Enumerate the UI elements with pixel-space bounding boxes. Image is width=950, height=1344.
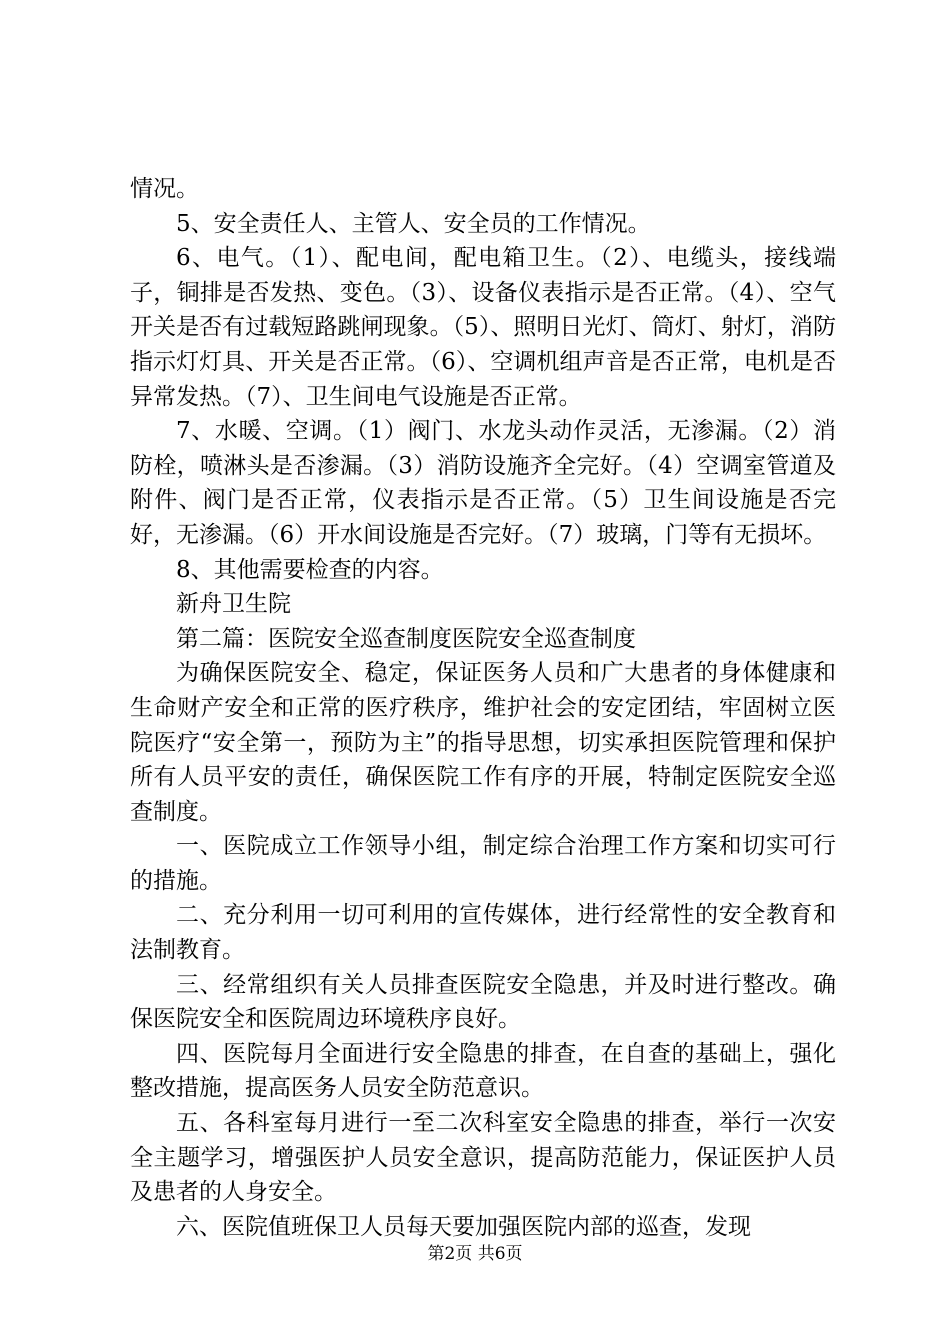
section-title-part-two: 第二篇：医院安全巡查制度医院安全巡查制度 bbox=[176, 625, 636, 652]
paragraph-item-7-hvac: 7、水暖、空调。（1）阀门、水龙头动作灵活，无渗漏。（2）消防栓，喷淋头是否渗漏。（3）消防设施齐全完好。（4）空调室管道及附件、阀门是否正常，仪表指示是否正常。（5）卫生间设施是否完好，无渗漏。（6）开水间设施是否完好。（7）玻璃，门等有无损坏。 bbox=[130, 418, 836, 548]
paragraph-rule-1: 一、医院成立工作领导小组，制定综合治理工作方案和切实可行的措施。 bbox=[130, 833, 836, 894]
paragraph-rule-6: 六、医院值班保卫人员每天要加强医院内部的巡查，发现 bbox=[176, 1213, 751, 1240]
paragraph-rule-5: 五、各科室每月进行一至二次科室安全隐患的排查，举行一次安全主题学习，增强医护人员安全意识，提高防范能力，保证医护人员及患者的人身安全。 bbox=[130, 1110, 836, 1206]
signature-hospital-name: 新舟卫生院 bbox=[176, 591, 291, 618]
paragraph-item-8: 8、其他需要检查的内容。 bbox=[176, 556, 444, 583]
paragraph-item-5: 5、安全责任人、主管人、安全员的工作情况。 bbox=[176, 210, 651, 237]
paragraph-item-6-electrical: 6、电气。（1）、配电间，配电箱卫生。（2）、电缆头，接线端子，铜排是否发热、变色。（3）、设备仪表指示是否正常。（4）、空气开关是否有过载短路跳闸现象。（5）、照明日光灯、筒灯、射灯，消防指示灯灯具、开关是否正常。（6）、空调机组声音是否正常，电机是否异常发热。（7）、卫生间电气设施是否正常。 bbox=[130, 245, 836, 410]
document-body bbox=[130, 172, 836, 1244]
paragraph-rule-3: 三、经常组织有关人员排查医院安全隐患，并及时进行整改。确保医院安全和医院周边环境秩序良好。 bbox=[130, 971, 836, 1033]
paragraph-rule-2: 二、充分利用一切可利用的宣传媒体，进行经常性的安全教育和法制教育。 bbox=[130, 902, 836, 964]
paragraph-continuation: 情况。 bbox=[130, 176, 199, 202]
paragraph-rule-4: 四、医院每月全面进行安全隐患的排查，在自查的基础上，强化整改措施，提高医务人员安全防范意识。 bbox=[130, 1040, 836, 1102]
page-number-footer: 第2页 共6页 bbox=[427, 1244, 523, 1264]
paragraph-intro: 为确保医院安全、稳定，保证医务人员和广大患者的身体健康和生命财产安全和正常的医疗秩序，维护社会的安定团结，牢固树立医院医疗“安全第一，预防为主”的指导思想，切实承担医院管理和保护所有人员平安的责任，确保医院工作有序的开展，特制定医院安全巡查制度。 bbox=[130, 660, 836, 825]
